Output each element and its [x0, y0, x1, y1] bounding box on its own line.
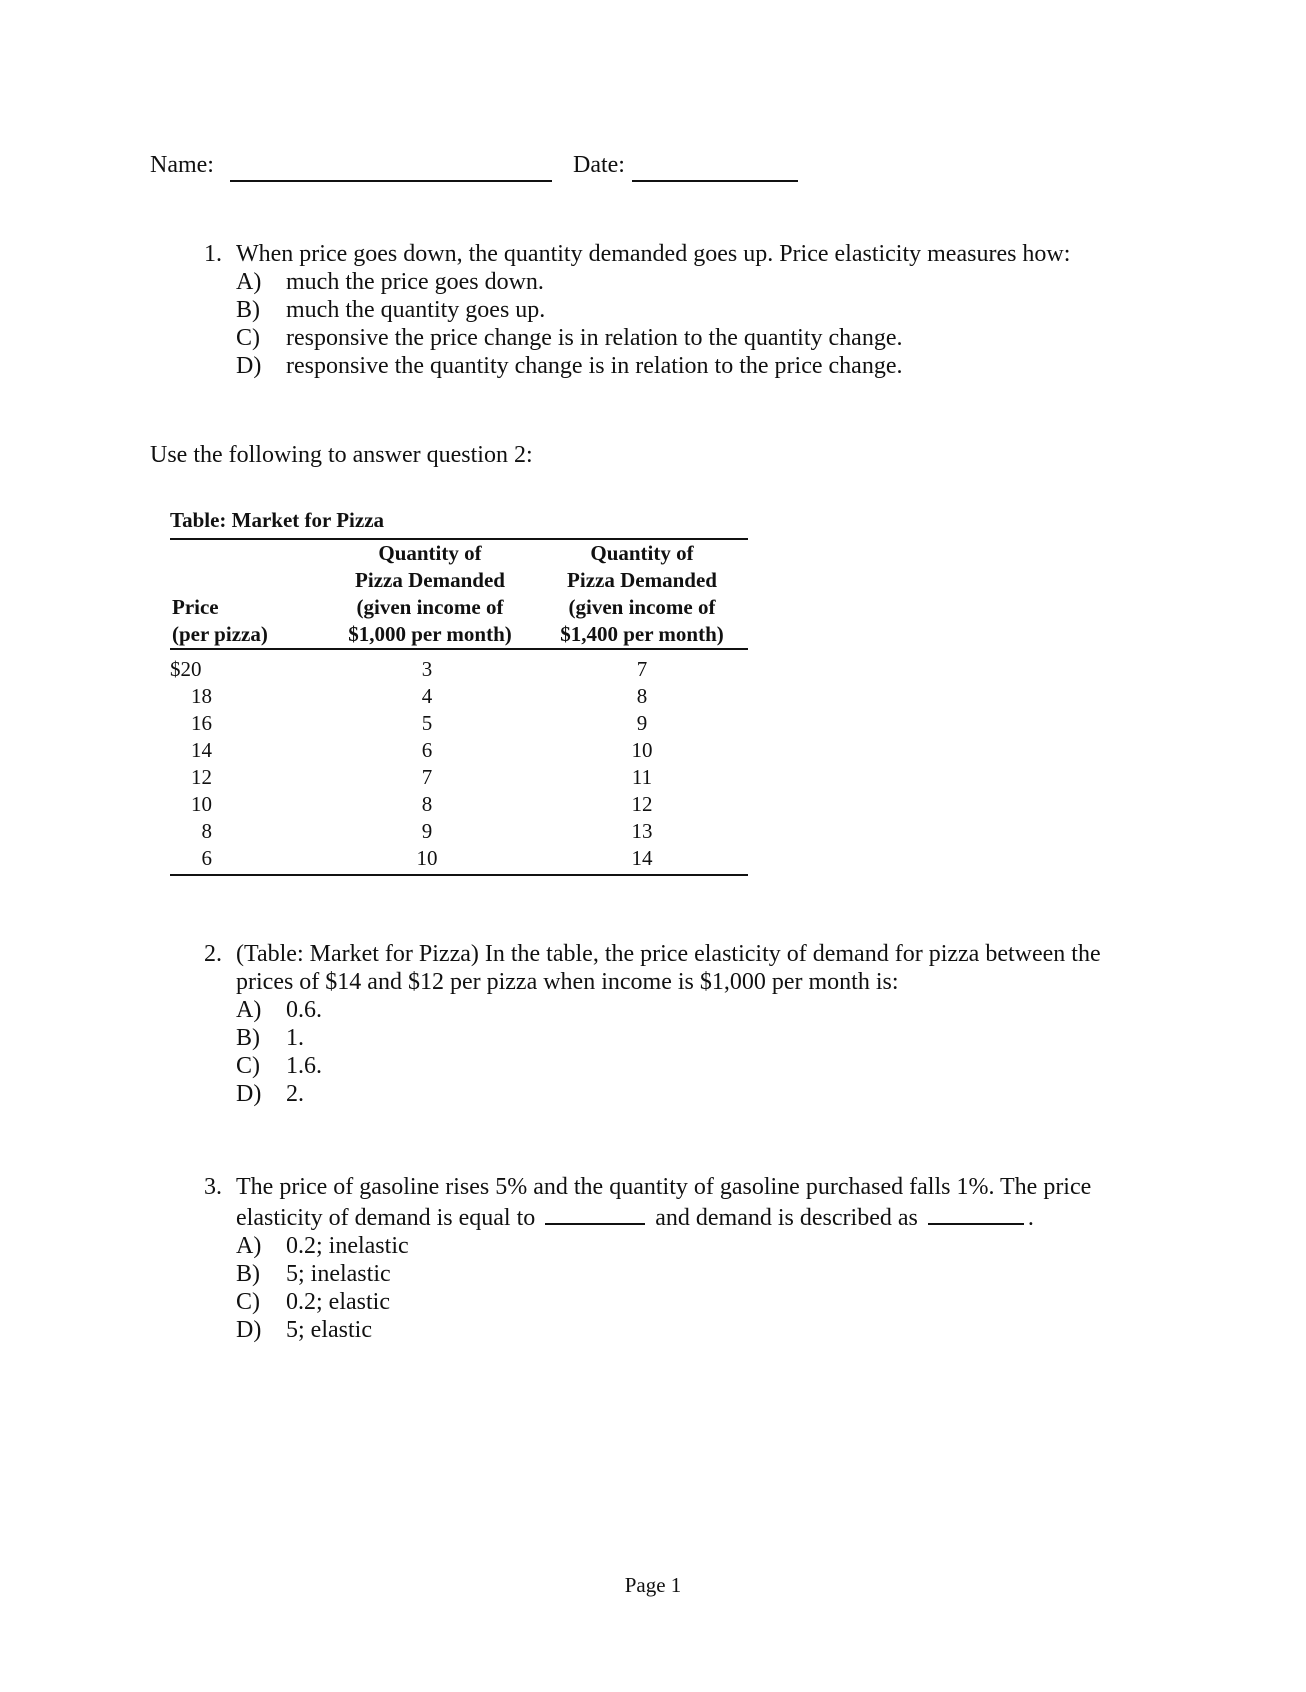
choice-letter: C) [236, 1053, 260, 1079]
choice-a [236, 1232, 1204, 1260]
choice-text: 0.2; elastic [286, 1289, 390, 1315]
choice-text: much the price goes down. [286, 269, 544, 295]
answer-blank[interactable] [545, 1201, 645, 1225]
choice-text: 1. [286, 1025, 304, 1051]
name-label: Name: [150, 152, 214, 178]
question-number: 3. [204, 1174, 222, 1200]
choice-letter: A) [236, 997, 262, 1023]
choice-b [236, 1024, 1204, 1052]
table-row [170, 683, 748, 710]
choice-letter: D) [236, 1081, 262, 1107]
choice-b [236, 296, 1204, 324]
question-text-part: The price of gasoline rises 5% and the quantity of gasoline purchased falls 1%. The price elasticity of demand is equal to [236, 1174, 1092, 1231]
table-row [170, 764, 748, 791]
choice-letter: B) [236, 1261, 260, 1287]
cell-quantity-1000: 8 [421, 792, 433, 816]
cell-quantity-1000: 3 [421, 657, 433, 681]
choice-a [236, 268, 1204, 296]
answer-choices [236, 996, 1204, 1108]
choice-letter: B) [236, 297, 260, 323]
choice-d [236, 352, 1204, 380]
table-row [170, 710, 748, 737]
choice-letter: A) [236, 269, 262, 295]
choice-letter: D) [236, 1317, 262, 1343]
choice-text: 5; elastic [286, 1317, 372, 1343]
cell-price: 10 [191, 792, 212, 816]
cell-quantity-1400: 8 [636, 684, 648, 708]
choice-letter: C) [236, 325, 260, 351]
table-title: Table: Market for Pizza [170, 508, 385, 532]
choice-text: much the quantity goes up. [286, 297, 546, 323]
header-quantity-income-1000 [324, 539, 536, 649]
cell-price: $20 [170, 657, 202, 681]
choice-b [236, 1260, 1204, 1288]
cell-price: 12 [191, 765, 212, 789]
table-header-row [170, 539, 748, 649]
choice-text: 2. [286, 1081, 304, 1107]
cell-quantity-1400: 9 [636, 711, 648, 735]
choice-letter: A) [236, 1233, 262, 1259]
header-line: Pizza Demanded [567, 568, 717, 592]
cell-quantity-1000: 5 [421, 711, 433, 735]
cell-quantity-1000: 9 [421, 819, 433, 843]
cell-price: 18 [191, 684, 212, 708]
choice-text: responsive the quantity change is in relation to the price change. [286, 353, 903, 379]
header-line: Price [172, 595, 219, 619]
table-row [170, 649, 748, 683]
cell-quantity-1000: 4 [421, 684, 433, 708]
page-number: Page 1 [624, 1573, 682, 1597]
cell-price: 16 [191, 711, 212, 735]
choice-a [236, 996, 1204, 1024]
table-row [170, 818, 748, 845]
answer-choices [236, 1232, 1204, 1344]
instruction-text: Use the following to answer question 2: [150, 442, 533, 468]
choice-text: 0.2; inelastic [286, 1233, 409, 1259]
cell-quantity-1400: 14 [631, 846, 653, 870]
choice-d [236, 1080, 1204, 1108]
choice-text: 1.6. [286, 1053, 322, 1079]
pizza-market-table [170, 538, 748, 876]
question-3 [204, 1173, 1204, 1344]
header-line: (given income of [568, 595, 716, 619]
cell-quantity-1400: 7 [636, 657, 648, 681]
header-line: $1,400 per month) [560, 622, 724, 646]
table-row [170, 737, 748, 764]
question-text [236, 1173, 1116, 1232]
header-line: Pizza Demanded [355, 568, 505, 592]
cell-quantity-1400: 10 [631, 738, 653, 762]
cell-price: 6 [201, 846, 212, 870]
header-line: (per pizza) [172, 622, 268, 646]
header-line: (given income of [356, 595, 504, 619]
answer-choices [236, 268, 1204, 380]
cell-quantity-1400: 11 [631, 765, 653, 789]
question-text: When price goes down, the quantity demanded goes up. Price elasticity measures how: [236, 241, 1071, 267]
cell-quantity-1000: 6 [421, 738, 433, 762]
cell-quantity-1400: 12 [631, 792, 653, 816]
cell-quantity-1400: 13 [631, 819, 653, 843]
question-2 [204, 940, 1204, 1108]
cell-quantity-1000: 7 [421, 765, 433, 789]
question-number: 1. [204, 241, 222, 267]
header-quantity-income-1400 [536, 539, 748, 649]
date-blank-line[interactable] [632, 180, 798, 182]
date-label: Date: [573, 152, 625, 178]
question-number: 2. [204, 941, 222, 967]
choice-d [236, 1316, 1204, 1344]
answer-blank[interactable] [928, 1201, 1024, 1225]
choice-letter: C) [236, 1289, 260, 1315]
choice-letter: B) [236, 1025, 260, 1051]
choice-c [236, 324, 1204, 352]
question-1 [204, 240, 1204, 380]
choice-c [236, 1288, 1204, 1316]
cell-quantity-1000: 10 [416, 846, 438, 870]
header-line: $1,000 per month) [348, 622, 512, 646]
choice-letter: D) [236, 353, 262, 379]
choice-text: 0.6. [286, 997, 322, 1023]
question-text-part: and demand is described as [655, 1205, 918, 1231]
header-line: Quantity of [590, 541, 694, 565]
choice-c [236, 1052, 1204, 1080]
cell-price: 14 [191, 738, 212, 762]
question-text-part: . [1027, 1205, 1034, 1231]
cell-price: 8 [201, 819, 212, 843]
table-row [170, 845, 748, 875]
choice-text: 5; inelastic [286, 1261, 391, 1287]
choice-text: responsive the price change is in relation to the quantity change. [286, 325, 903, 351]
question-text: (Table: Market for Pizza) In the table, the price elasticity of demand for pizza between the prices of $14 and $12 per pizza when income is $1,000 per month is: [236, 941, 1101, 995]
name-blank-line[interactable] [230, 180, 552, 182]
header-line: Quantity of [378, 541, 482, 565]
header-price [170, 539, 324, 649]
table-row [170, 791, 748, 818]
